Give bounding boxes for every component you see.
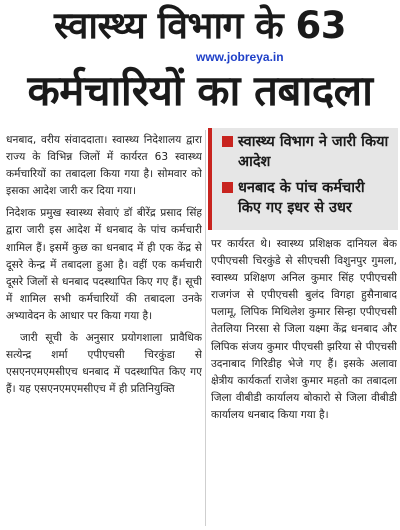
paragraph-intro: धनबाद, वरीय संवाददाता। स्वास्थ्य निदेशालय द्वारा राज्य के विभिन्न जिलों में कार्यरत 63 स्वास्थ्य कर्मचारियों का तबादला किया गया है। सोमवार को इसका आदेश जारी कर दिया गया। [6, 134, 202, 198]
square-bullet-icon [222, 136, 233, 147]
headline-line-2: कर्मचारियों का तबादला [27, 66, 373, 115]
paragraph-transfer-list: पर कार्यरत थे। स्वास्थ्य प्रशिक्षक दानियल बेक एपीएचसी चिरकुंडे से सीएचसी विशुनपुर गुमला, स्वास्थ्य प्रशिक्षण अनिल कुमार सिंह एपीएचसी राजगंज से एपीएचसी बुलंद विगहा हुसैनाबाद पलामू, लिपिक मिथिलेश कुमार सिन्हा एपीएचसी तेतलिया निरसा से जिला यक्ष्मा केंद्र धनबाद और लिपिक संजय कुमार पीएचसी झरिया से पीएचसी उदनाबाद गिरिडीह भेजे गए हैं। इसके अलावा क्षेत्रीय कार्यकर्ता राजेश कुमार महतो का तबादला जिला वीबीडी कार्यालय बोकारो से जिला वीबीडी कार्यालय धनबाद किया गया है। [211, 238, 397, 421]
square-bullet-icon [222, 182, 233, 193]
highlight-item [222, 178, 392, 218]
highlight-item [222, 132, 392, 172]
paragraph-list-details: जारी सूची के अनुसार प्रयोगशाला प्रावैधिक सत्येन्द्र शर्मा एपीएचसी चिरकुंडा से एसएनएमएमसीएच धनबाद में पदस्थापित किए गए हैं। यह एसएनएमएमसीएच में ही प्रतिनियुक्ति [6, 332, 202, 396]
watermark-url: www.jobreya.in [196, 50, 284, 64]
paragraph-order-details: निदेशक प्रमुख स्वास्थ्य सेवाएं डॉ बीरेंद्र प्रसाद सिंह द्वारा जारी इस आदेश में धनबाद के पांच कर्मचारी शामिल हैं। इसमें कुछ का धनबाद में ही एक केंद्र से दूसरे केन्द्र में तबादला हुआ है। वहीं एक कर्मचारी दूसरे जिलों से धनबाद पदस्थापित किए गए हैं। सूची में शामिल सभी कर्मचारियों की तबादला उनके अभ्यावेदन के आधार पर किया गया है। [6, 207, 202, 322]
highlight-box [208, 128, 398, 230]
article-right-column [211, 236, 397, 528]
highlight-text: धनबाद के पांच कर्मचारी किए गए इधर से उधर [238, 180, 365, 216]
highlight-text: स्वास्थ्य विभाग ने जारी किया आदेश [238, 134, 389, 170]
column-divider [205, 130, 206, 526]
headline-line-1: स्वास्थ्य विभाग के 63 [53, 4, 347, 47]
article-left-column [6, 132, 202, 528]
